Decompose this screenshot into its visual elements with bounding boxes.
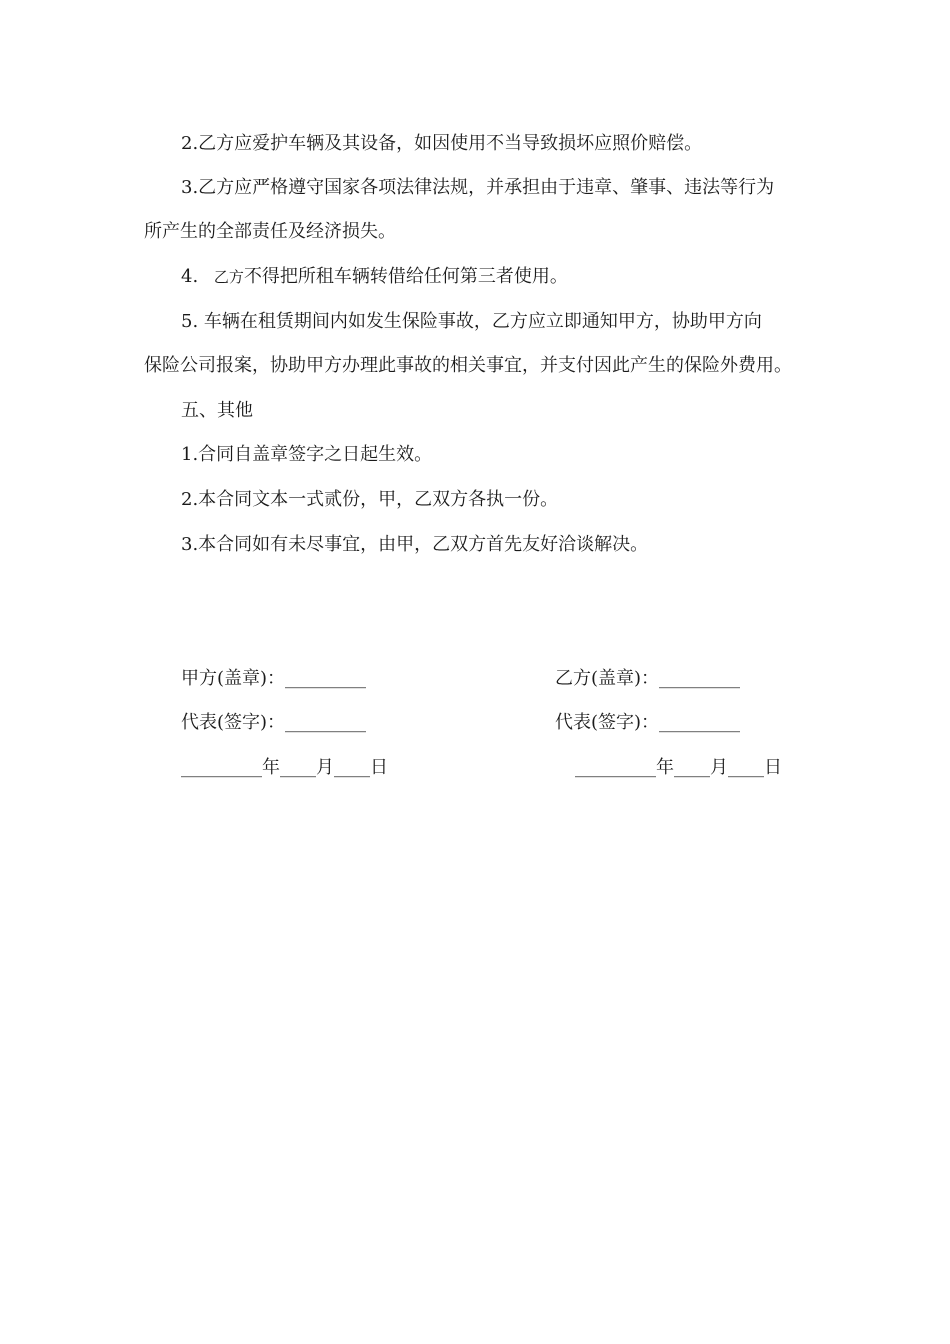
party-b-rep-line: 代表(签字)：_________ [555,712,741,733]
clause-4-party: 乙方 [213,268,244,286]
clause-4-text: 不得把所租车辆转借给任何第三者使用。 [243,266,568,287]
party-b-date-line: _________年____月____日 [575,757,782,778]
section-5-heading: 五、其他 [181,400,253,421]
section-5-item-1: 1.合同自盖章签字之日起生效。 [181,444,433,465]
party-a-seal-line: 甲方(盖章)：_________ [181,668,367,689]
party-a-date-line: _________年____月____日 [181,757,388,778]
clause-3-line-1: 3.乙方应严格遵守国家各项法律法规，并承担由于违章、肇事、违法等行为 [181,177,775,198]
clause-2: 2.乙方应爱护车辆及其设备，如因使用不当导致损坏应照价赔偿。 [181,133,703,154]
clause-5-line-1: 5. 车辆在租赁期间内如发生保险事故，乙方应立即通知甲方，协助甲方向 [181,311,762,332]
section-5-item-3: 3.本合同如有未尽事宜，由甲，乙双方首先友好洽谈解决。 [181,534,649,555]
party-b-seal-line: 乙方(盖章)：_________ [555,668,741,689]
clause-4-number: 4. [181,266,199,287]
clause-4 [181,265,568,289]
section-5-item-2: 2.本合同文本一式贰份，甲，乙双方各执一份。 [181,489,559,510]
clause-3-line-2: 所产生的全部责任及经济损失。 [144,221,396,242]
party-a-rep-line: 代表(签字)：_________ [181,712,367,733]
clause-5-line-2: 保险公司报案，协助甲方办理此事故的相关事宜，并支付因此产生的保险外费用。 [144,355,792,376]
